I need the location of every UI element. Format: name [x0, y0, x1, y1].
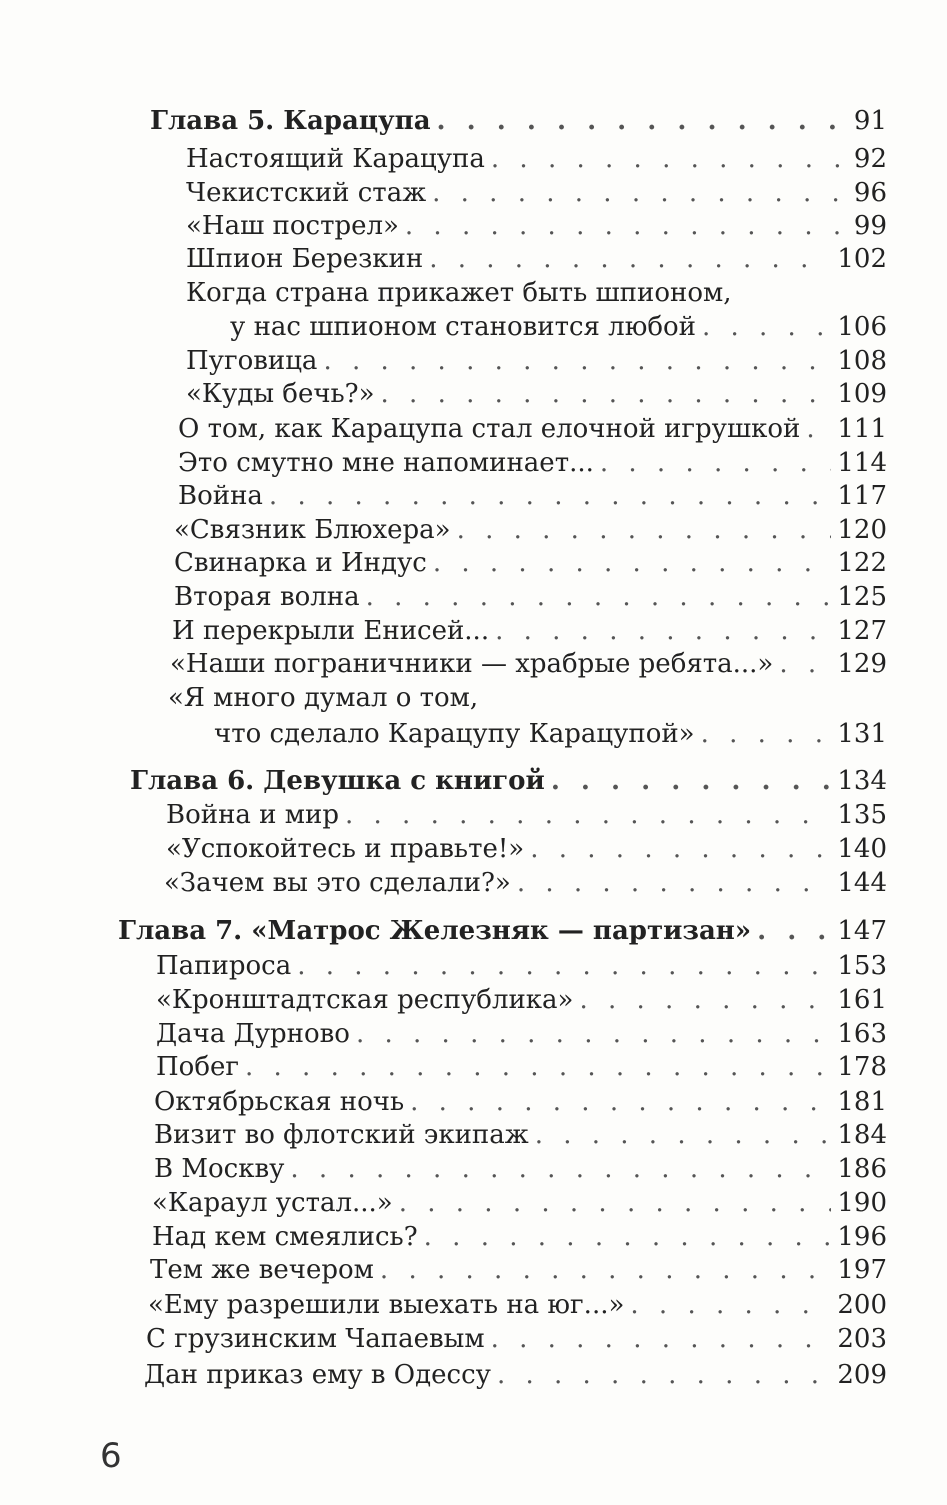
dot-leader — [366, 584, 832, 610]
toc-entry[interactable] — [186, 246, 887, 272]
entry-title: Война и мир — [166, 800, 339, 830]
toc-entry[interactable] — [170, 651, 887, 677]
entry-title: Это смутно мне напоминает... — [178, 448, 594, 478]
entry-page: 190 — [837, 1188, 887, 1218]
dot-leader — [702, 314, 831, 340]
dot-leader — [424, 1224, 832, 1250]
entry-page: 117 — [837, 481, 887, 511]
toc-entry[interactable] — [174, 584, 887, 610]
entry-title: С грузинским Чапаевым — [146, 1324, 485, 1354]
dot-leader — [290, 1156, 831, 1182]
entry-title: Побег — [156, 1052, 239, 1082]
entry-title: Чекистский стаж — [186, 178, 427, 208]
toc-entry[interactable] — [154, 1122, 887, 1148]
toc-entry[interactable] — [178, 483, 887, 509]
toc-entry[interactable] — [156, 953, 887, 979]
entry-title: Шпион Березкин — [186, 244, 424, 274]
entry-title: «Ему разрешили выехать на юг...» — [148, 1290, 625, 1320]
toc-chapter-5[interactable] — [150, 108, 887, 134]
toc-entry[interactable] — [186, 146, 887, 172]
dot-leader — [530, 836, 831, 862]
dot-leader — [491, 146, 848, 172]
entry-title: «Кронштадтская республика» — [156, 985, 574, 1015]
entry-page: 135 — [837, 800, 887, 830]
entry-title: Тем же вечером — [150, 1255, 374, 1285]
toc-entry[interactable] — [148, 1292, 887, 1318]
dot-leader — [399, 1190, 832, 1216]
toc-entry[interactable] — [166, 802, 887, 828]
dot-leader — [495, 618, 831, 644]
toc-entry[interactable] — [156, 987, 887, 1013]
chapter-title: Глава 7. «Матрос Железняк — партизан» — [118, 916, 752, 946]
chapter-title: Глава 5. Карацупа — [150, 106, 431, 136]
entry-page: 178 — [837, 1052, 887, 1082]
entry-page: 96 — [853, 178, 887, 208]
entry-title: «Зачем вы это сделали?» — [164, 868, 511, 898]
toc-entry[interactable] — [146, 1326, 887, 1352]
entry-title: Война — [178, 481, 263, 511]
dot-leader — [432, 180, 848, 206]
toc-entry[interactable] — [174, 550, 887, 576]
entry-page: 92 — [853, 144, 887, 174]
dot-leader — [433, 550, 832, 576]
toc-entry[interactable] — [154, 1089, 887, 1115]
dot-leader — [491, 1326, 832, 1352]
entry-page: 196 — [837, 1222, 887, 1252]
toc-entry[interactable] — [156, 1021, 887, 1047]
toc-entry[interactable] — [152, 1190, 887, 1216]
dot-leader — [381, 381, 832, 407]
entry-title: «Куды бечь?» — [186, 379, 375, 409]
toc-chapter-6[interactable] — [130, 768, 887, 794]
dot-leader — [269, 483, 831, 509]
chapter-page: 134 — [837, 766, 887, 796]
dot-leader — [701, 721, 832, 747]
entry-title: «Связник Блюхера» — [174, 515, 451, 545]
toc-entry[interactable] — [154, 1156, 887, 1182]
dot-leader — [806, 416, 831, 442]
entry-page: 120 — [837, 515, 887, 545]
entry-title-line1: Когда страна прикажет быть шпионом, — [186, 278, 732, 308]
dot-leader — [410, 1089, 831, 1115]
dot-leader — [345, 802, 831, 828]
toc-entry[interactable] — [186, 180, 887, 206]
entry-title: Вторая волна — [174, 582, 360, 612]
entry-title-line2: что сделало Карацупу Карацупой» — [214, 719, 695, 749]
entry-page: 125 — [837, 582, 887, 612]
dot-leader — [630, 1292, 831, 1318]
toc-entry[interactable] — [230, 314, 887, 340]
entry-title: «Караул устал...» — [152, 1188, 393, 1218]
entry-page: 203 — [837, 1324, 887, 1354]
entry-title: О том, как Карацупа стал елочной игрушкой — [178, 414, 801, 444]
chapter-title: Глава 6. Девушка с книгой — [130, 766, 545, 796]
entry-page: 131 — [837, 719, 887, 749]
dot-leader — [779, 651, 831, 677]
entry-page: 186 — [837, 1154, 887, 1184]
dot-leader — [429, 246, 831, 272]
dot-leader — [356, 1021, 831, 1047]
toc-entry[interactable] — [150, 1257, 887, 1283]
dot-leader — [517, 870, 832, 896]
toc-entry[interactable] — [156, 1054, 887, 1080]
toc-entry[interactable] — [164, 870, 887, 896]
entry-title: В Москву — [154, 1154, 285, 1184]
entry-page: 114 — [837, 448, 887, 478]
toc-chapter-7[interactable] — [118, 918, 887, 944]
page-number: 6 — [100, 1436, 122, 1476]
entry-title: «Наши пограничники — храбрые ребята...» — [170, 649, 774, 679]
entry-title: Дан приказ ему в Одессу — [144, 1360, 491, 1390]
dot-leader — [245, 1054, 831, 1080]
entry-page: 153 — [837, 951, 887, 981]
dot-leader — [551, 768, 832, 794]
chapter-page: 91 — [853, 106, 887, 136]
entry-page: 184 — [837, 1120, 887, 1150]
entry-page: 99 — [853, 211, 887, 241]
entry-page: 161 — [837, 985, 887, 1015]
entry-title: Над кем смеялись? — [152, 1222, 418, 1252]
entry-title: «Наш пострел» — [186, 211, 399, 241]
dot-leader — [380, 1257, 831, 1283]
entry-title-line2: у нас шпионом становится любой — [230, 312, 696, 342]
dot-leader — [437, 108, 848, 134]
dot-leader — [579, 987, 831, 1013]
entry-page: 140 — [837, 834, 887, 864]
entry-title: Дача Дурново — [156, 1019, 350, 1049]
entry-page: 181 — [837, 1087, 887, 1117]
entry-title-line1: «Я много думал о том, — [168, 683, 479, 713]
toc-entry[interactable] — [214, 721, 887, 747]
entry-page: 111 — [837, 414, 887, 444]
entry-page: 108 — [837, 346, 887, 376]
dot-leader — [757, 918, 831, 944]
entry-title: Настоящий Карацупа — [186, 144, 485, 174]
entry-title: Визит во флотский экипаж — [154, 1120, 529, 1150]
toc-entry[interactable] — [144, 1362, 887, 1388]
entry-page: 163 — [837, 1019, 887, 1049]
entry-title: Пуговица — [186, 346, 318, 376]
entry-title: Свинарка и Индус — [174, 548, 427, 578]
dot-leader — [297, 953, 831, 979]
entry-page: 102 — [837, 244, 887, 274]
toc-entry[interactable] — [166, 836, 887, 862]
toc-entry[interactable] — [186, 381, 887, 407]
chapter-page: 147 — [837, 916, 887, 946]
entry-title: Октябрьская ночь — [154, 1087, 405, 1117]
entry-page: 209 — [837, 1360, 887, 1390]
toc-entry[interactable] — [172, 618, 887, 644]
entry-title: Папироса — [156, 951, 292, 981]
toc-entry[interactable] — [152, 1224, 887, 1250]
entry-page: 129 — [837, 649, 887, 679]
toc-entry[interactable] — [186, 348, 887, 374]
toc-entry[interactable] — [178, 416, 887, 442]
entry-title: «Успокойтесь и правьте!» — [166, 834, 525, 864]
entry-page: 106 — [837, 312, 887, 342]
dot-leader — [457, 517, 832, 543]
toc-entry[interactable] — [186, 213, 887, 239]
dot-leader — [600, 450, 831, 476]
entry-page: 109 — [837, 379, 887, 409]
entry-page: 197 — [837, 1255, 887, 1285]
dot-leader — [405, 213, 848, 239]
dot-leader — [535, 1122, 832, 1148]
entry-page: 127 — [837, 616, 887, 646]
entry-page: 200 — [837, 1290, 887, 1320]
toc-entry[interactable] — [174, 517, 887, 543]
toc-entry[interactable] — [178, 450, 887, 476]
entry-page: 144 — [837, 868, 887, 898]
entry-title: И перекрыли Енисей... — [172, 616, 490, 646]
dot-leader — [497, 1362, 831, 1388]
entry-page: 122 — [837, 548, 887, 578]
dot-leader — [323, 348, 831, 374]
